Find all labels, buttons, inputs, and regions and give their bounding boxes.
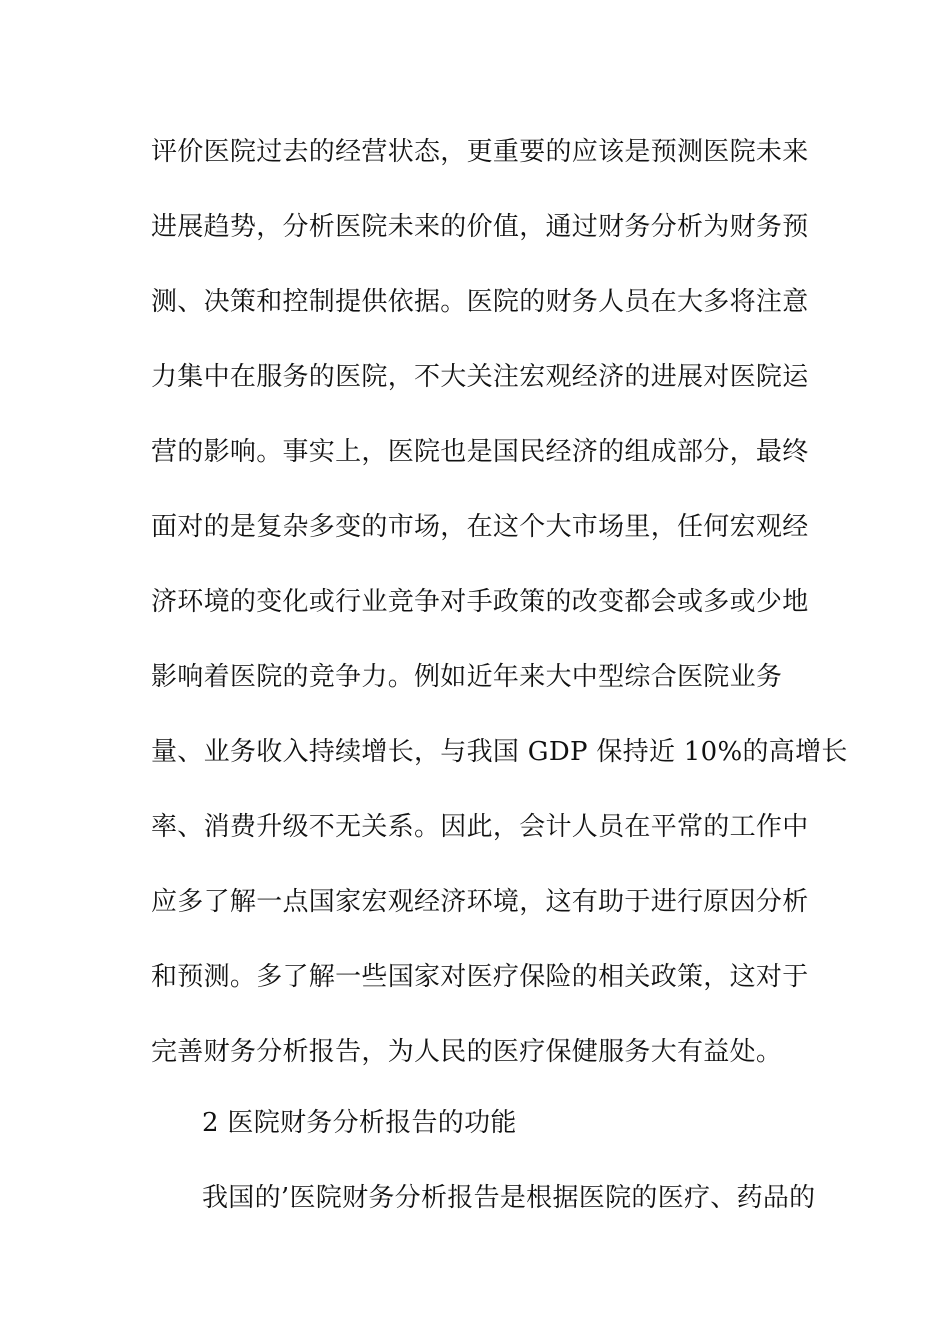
body-text-line: 进展趋势，分析医院未来的价值，通过财务分析为财务预	[151, 212, 809, 242]
section-heading: 2 医院财务分析报告的功能	[202, 1108, 517, 1138]
body-text-line: 济环境的变化或行业竞争对手政策的改变都会或多或少地	[151, 587, 809, 617]
body-text-line: 评价医院过去的经营状态，更重要的应该是预测医院未来	[151, 137, 809, 167]
body-text-line: 测、决策和控制提供依据。医院的财务人员在大多将注意	[151, 287, 809, 317]
body-text-line: 面对的是复杂多变的市场，在这个大市场里，任何宏观经	[151, 512, 809, 542]
body-text-line: 完善财务分析报告，为人民的医疗保健服务大有益处。	[151, 1037, 783, 1067]
body-text-line: 和预测。多了解一些国家对医疗保险的相关政策，这对于	[151, 962, 809, 992]
body-text-line: 营的影响。事实上，医院也是国民经济的组成部分，最终	[151, 437, 809, 467]
body-text-line: 力集中在服务的医院，不大关注宏观经济的进展对医院运	[151, 362, 809, 392]
body-text-line: 影响着医院的竞争力。例如近年来大中型综合医院业务	[151, 662, 783, 692]
body-text-line: 我国的’医院财务分析报告是根据医院的医疗、药品的	[202, 1183, 816, 1213]
body-text-line: 应多了解一点国家宏观经济环境，这有助于进行原因分析	[151, 887, 809, 917]
body-text-line: 率、消费升级不无关系。因此，会计人员在平常的工作中	[151, 812, 809, 842]
body-text-line: 量、业务收入持续增长，与我国 GDP 保持近 10%的高增长	[151, 737, 848, 767]
